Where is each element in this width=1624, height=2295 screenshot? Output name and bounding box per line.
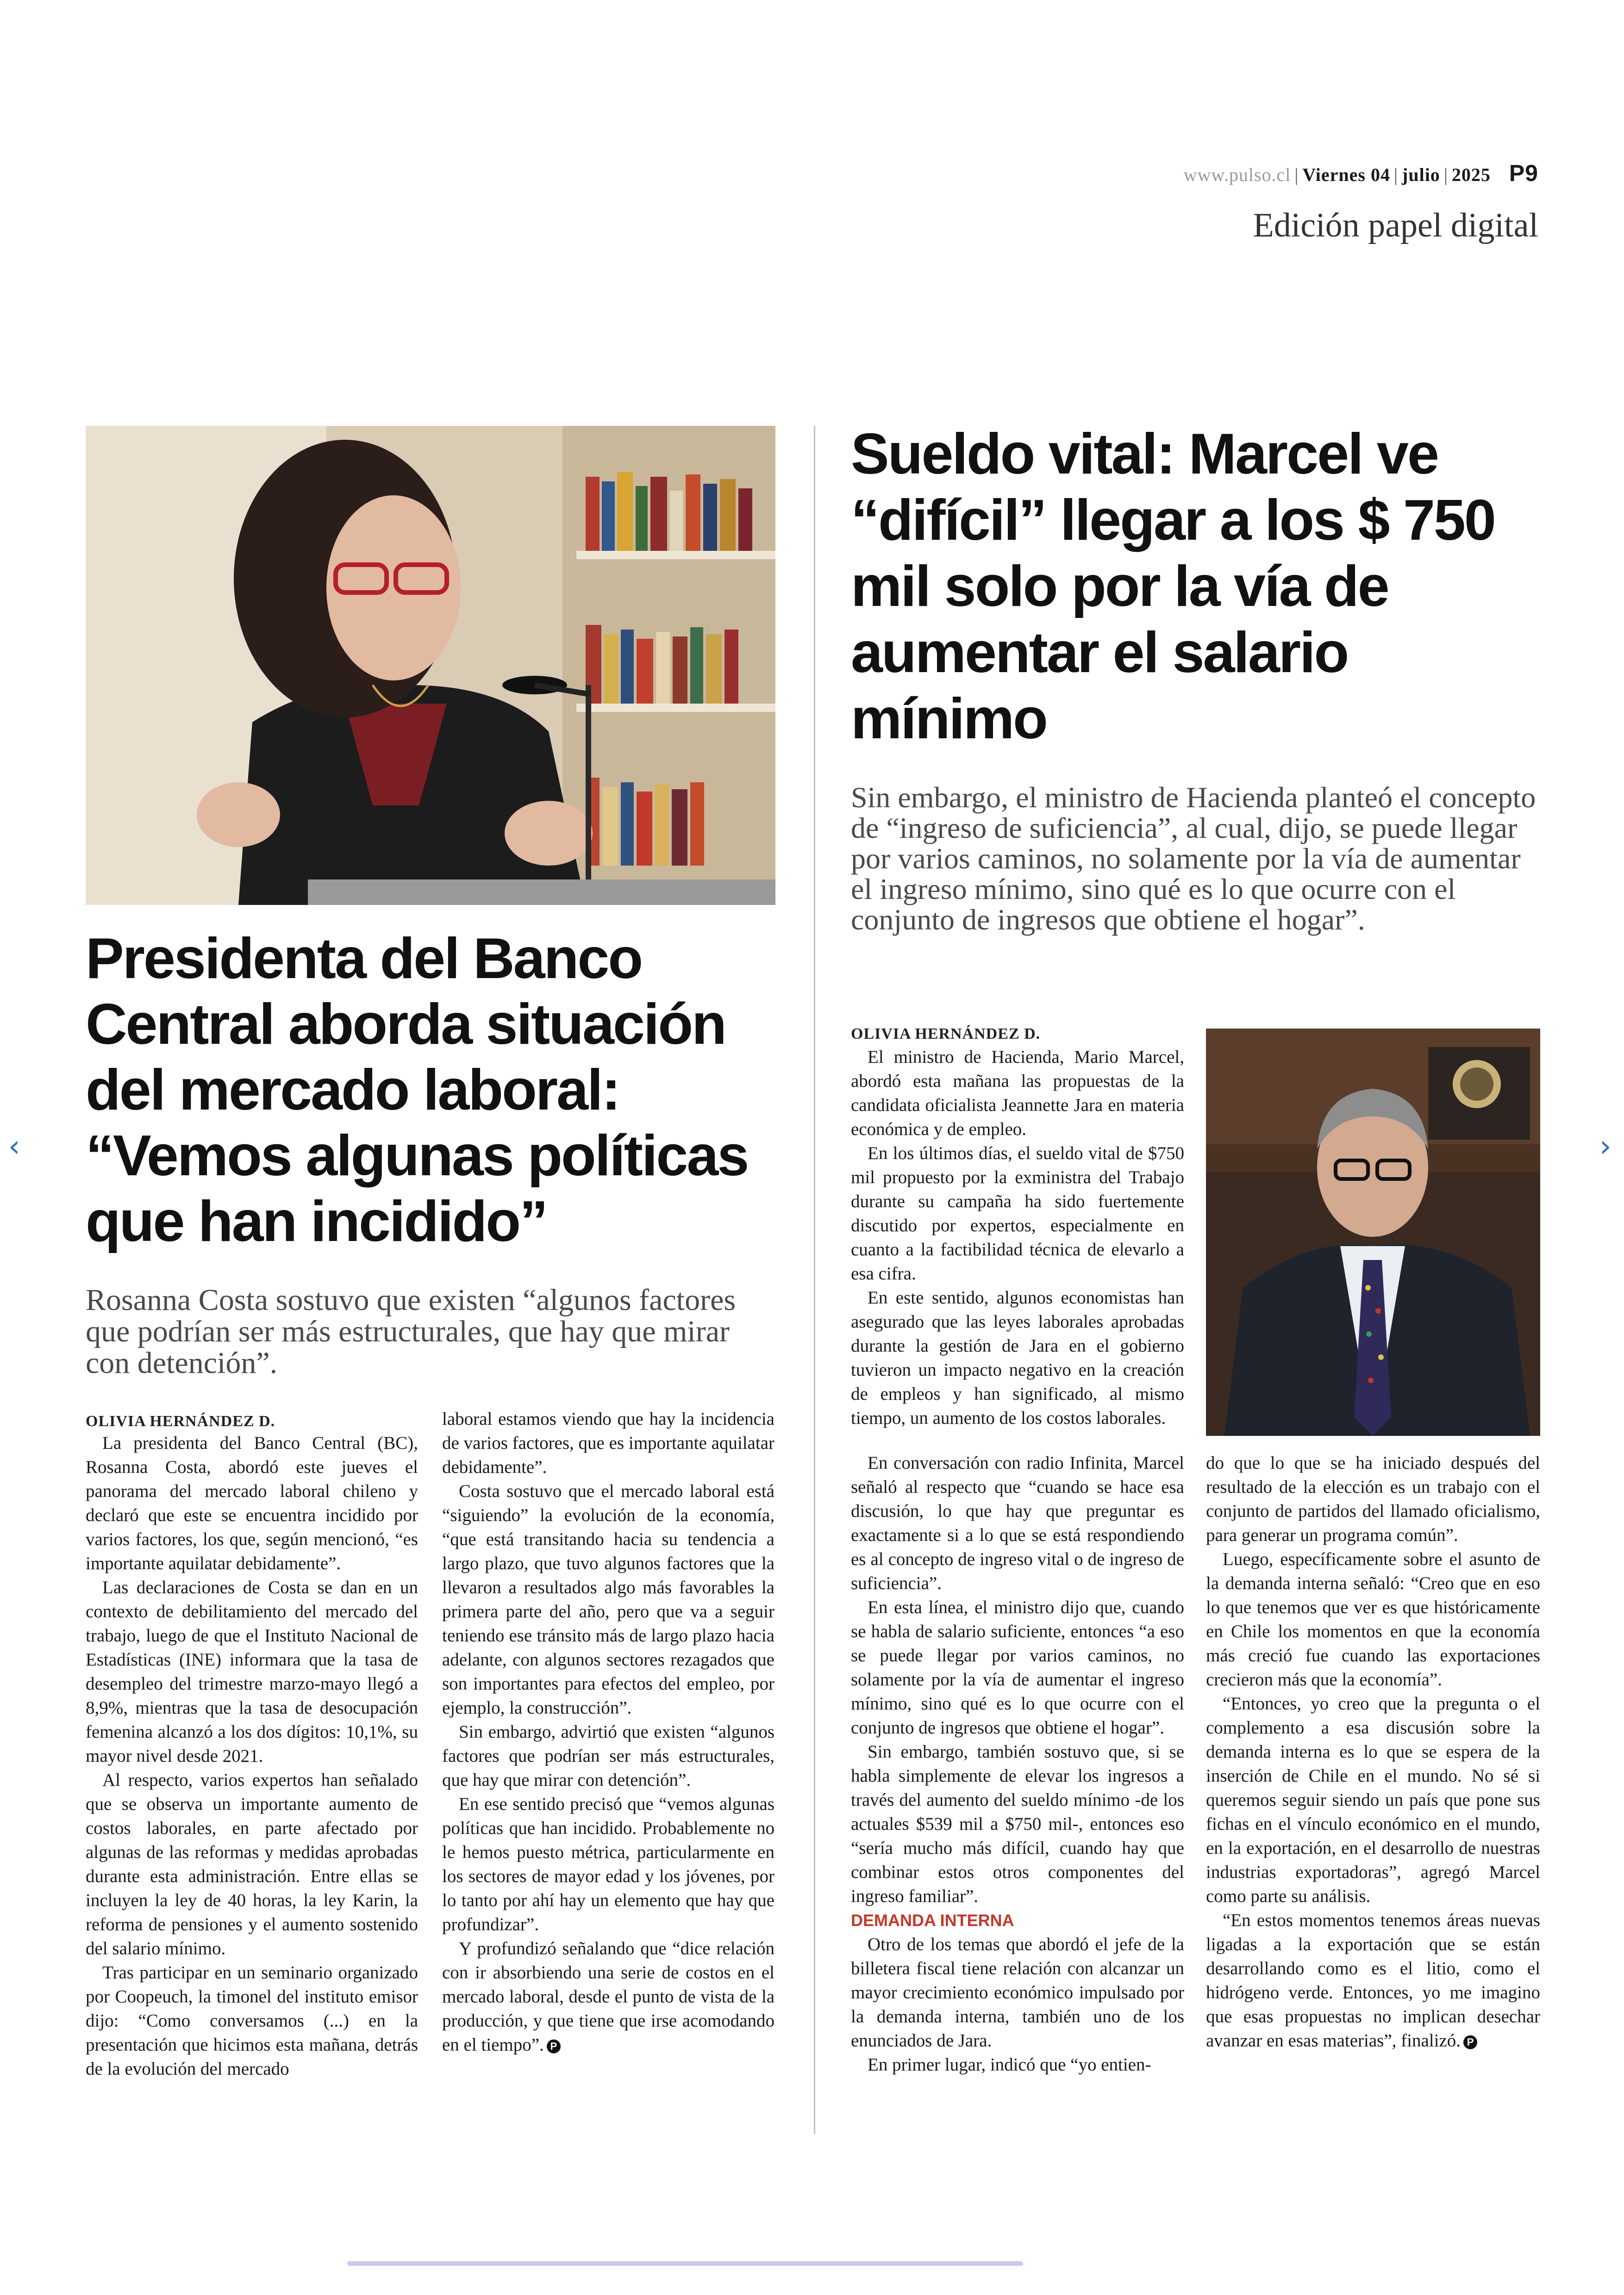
date-weekday: Viernes 04 <box>1302 164 1390 185</box>
paragraph: “Entonces, yo creo que la pregunta o el complemento a esa discusión sobre la demanda interna es lo que se espera de la inserción de Chile en el mundo. No sé si queremos seguir siendo un país que pone sus fichas en el vínculo económico en el mundo, en la exportación, en el desarrollo de nuestras industrias exportadoras”, agregó Marcel como parte su análisis. <box>1206 1694 1540 1906</box>
end-mark-icon: P <box>1463 2035 1477 2049</box>
edition-label: Edición papel digital <box>1253 206 1538 244</box>
paragraph: En ese sentido precisó que “vemos algunas políticas que han incidido. Probablemente no le hemos puesto métrica, particularmente en los sectores de mayor edad y los jóvenes, por lo tanto por ahí hay un elemento que hay que profundizar”. <box>442 1794 775 1934</box>
date-year: 2025 <box>1451 164 1491 185</box>
paragraph: Las declaraciones de Costa se dan en un contexto de debilitamiento del mercado del trabajo, luego de que el Instituto Nacional de Estadísticas (INE) informara que la tasa de desempleo del trimestre marzo-mayo llegó a 8,9%, mientras que la tasa de desocupación femenina alcanzó a los dos dígitos: 10,1%, su mayor nivel desde 2021. <box>86 1578 418 1766</box>
photo-rosanna-costa <box>86 426 775 905</box>
paragraph: En los últimos días, el sueldo vital de $750 mil propuesto por la exministra del Trabajo durante su campaña ha sido fuertemente discutido por expertos, especialmente en cuanto a la factibilidad técnica de elevarlo a esa cifra. <box>851 1143 1184 1284</box>
article2-dek: Sin embargo, el ministro de Hacienda planteó el concepto de “ingreso de suficiencia”, al cual, dijo, se puede llegar por varios caminos, no solamente por la vía de aumentar el ingreso mínimo, sino qué es lo que ocurre con el conjunto de ingresos que obtiene el hogar”. <box>851 781 1536 936</box>
paragraph: do que lo que se ha iniciado después del resultado de la elección es un trabajo con el conjunto de partidos del llamado oficialismo, para generar un programa común”. <box>1206 1453 1540 1545</box>
site-url: www.pulso.cl <box>1183 164 1291 185</box>
paragraph: laboral estamos viendo que hay la incidencia de varios factores, que es importante aquilatar debidamente”. <box>442 1409 775 1477</box>
paragraph: En esta línea, el ministro dijo que, cuando se habla de salario suficiente, entonces “a eso se puede llegar por varios caminos, no solamente por la vía de aumentar el ingreso mínimo, sino qué es lo que ocurre con el conjunto de ingresos que obtiene el hogar”. <box>851 1597 1184 1738</box>
photo-mario-marcel <box>1206 1029 1540 1436</box>
paragraph: En este sentido, algunos economistas han asegurado que las leyes laborales aprobadas durante la gestión de Jara en el gobierno tuvieron un impacto negativo en la creación de empleos y han significado, al mismo tiempo, un aumento de los costos laborales. <box>851 1288 1184 1428</box>
article1-headline: Presidenta del Banco Central aborda situación del mercado laboral: “Vemos algunas políticas que han incidido” <box>86 927 748 1254</box>
paragraph: Y profundizó señalando que “dice relación con ir absorbiendo una serie de costos en el mercado laboral, desde el punto de vista de la producción, y que tiene que irse acomodando en el tiempo”. <box>442 1939 775 2055</box>
subhead-demanda-interna: DEMANDA INTERNA <box>851 1911 1014 1930</box>
scrollbar-thumb[interactable] <box>347 2261 1023 2266</box>
paragraph: Otro de los temas que abordó el jefe de la billetera fiscal tiene relación con alcanzar un mayor crecimiento económico impulsado por la demanda interna, también uno de los enunciados de Jara. <box>851 1934 1184 2051</box>
page-number: P9 <box>1509 160 1538 186</box>
column-divider <box>814 426 815 2134</box>
article2-headline: Sueldo vital: Marcel ve “difícil” llegar a los $ 750 mil solo por la vía de aumentar el salario mínimo <box>851 422 1495 751</box>
masthead: www.pulso.cl | Viernes 04 | julio | 2025 P9 <box>1183 160 1538 186</box>
paragraph: Tras participar en un seminario organizado por Coopeuch, la timonel del instituto emisor dijo: “Como conversamos (...) en la presentación que hicimos esta mañana, detrás de la evolución del mercado <box>86 1963 418 2079</box>
paragraph: El ministro de Hacienda, Mario Marcel, abordó esta mañana las propuestas de la candidata oficialista Jeannette Jara en materia económica y de empleo. <box>851 1047 1184 1139</box>
paragraph: Sin embargo, también sostuvo que, si se habla simplemente de elevar los ingresos a través del aumento del sueldo mínimo -de los actuales $539 mil a $750 mil-, entonces eso “sería mucho más difícil, cuando hay que combinar estos otros componentes del ingreso familiar”. <box>851 1742 1184 1906</box>
paragraph: Luego, específicamente sobre el asunto de la demanda interna señaló: “Creo que en eso lo que tenemos que ver es que históricamente en Chile los momentos en que la economía más creció fue cuando las exportaciones crecieron más que la economía”. <box>1206 1549 1540 1690</box>
article1-byline: OLIVIA HERNÁNDEZ D. <box>86 1413 275 1430</box>
next-page-arrow-icon[interactable]: › <box>1599 1129 1612 1164</box>
paragraph: Sin embargo, advirtió que existen “algunos factores que podrían ser más estructurales, que hay que mirar con detención”. <box>442 1722 775 1790</box>
paragraph: “En estos momentos tenemos áreas nuevas ligadas a la exportación que se están desarrollando como es el litio, como el hidrógeno verde. Entonces, yo me imagino que esas propuestas no implican desechar avanzar en esas materias”, finalizó. <box>1206 1910 1540 2051</box>
article1-dek: Rosanna Costa sostuvo que existen “algunos factores que podrían ser más estructurales, que hay que mirar con detención”. <box>86 1283 736 1380</box>
date-month: julio <box>1402 164 1440 185</box>
page-scrollbar[interactable] <box>347 2261 1023 2266</box>
article1-column-1 <box>86 1431 418 2081</box>
paragraph: En primer lugar, indicó que “yo entien- <box>868 2055 1151 2075</box>
article1-column-2 <box>442 1407 775 2057</box>
article2-column-1-bottom <box>851 1451 1184 2077</box>
article2-column-1-top <box>851 1045 1184 1430</box>
paragraph: La presidenta del Banco Central (BC), Rosanna Costa, abordó este jueves el panorama del mercado laboral chileno y declaró que este se encuentra incidido por varios factores, los que, según mencionó, “es importante aquilatar debidamente”. <box>86 1433 418 1573</box>
paragraph: Al respecto, varios expertos han señalado que se observa un importante aumento de costos laborales, en parte afectado por algunas de las reformas y medidas aprobadas durante esta administración. Entre ellas se incluyen la ley de 40 horas, la ley Karin, la reforma de pensiones y el aumento sostenido del salario mínimo. <box>86 1770 418 1958</box>
article2-byline: OLIVIA HERNÁNDEZ D. <box>851 1025 1041 1042</box>
prev-page-arrow-icon[interactable]: ‹ <box>8 1129 20 1164</box>
paragraph: Costa sostuvo que el mercado laboral está “siguiendo” la evolución de la economía, “que está transitando hacia su tendencia a largo plazo, que tuvo algunos factores que la llevaron a resultados algo más favorables la primera parte del año, pero que va a seguir teniendo ese tránsito más de largo plazo hacia adelante, con algunos sectores rezagados que son importantes para efectos del empleo, por ejemplo, la construcción”. <box>442 1481 775 1718</box>
article2-column-2 <box>1206 1451 1540 2053</box>
end-mark-icon: P <box>547 2039 561 2053</box>
paragraph: En conversación con radio Infinita, Marcel señaló al respecto que “cuando se hace esa discusión, lo que hay que preguntar es exactamente si a lo que se está respondiendo es al concepto de ingreso vital o de ingreso de suficiencia”. <box>851 1453 1184 1593</box>
